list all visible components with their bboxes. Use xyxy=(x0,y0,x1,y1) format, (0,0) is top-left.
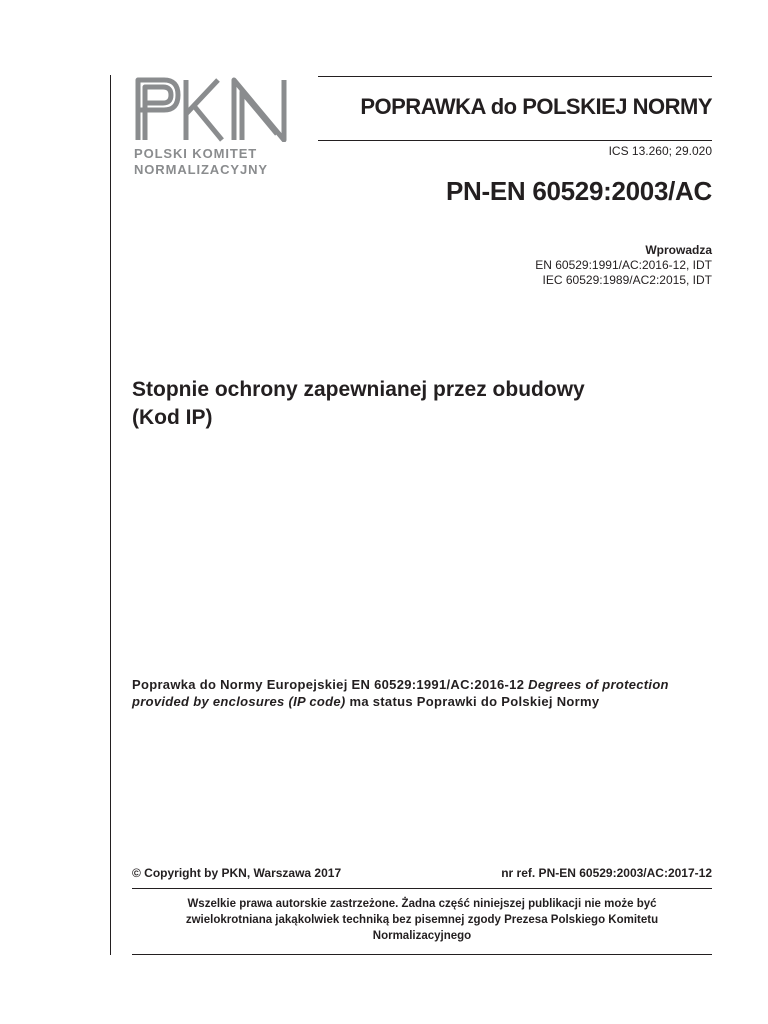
introduces-item: EN 60529:1991/AC:2016-12, IDT xyxy=(535,258,712,272)
logo-text-line2: NORMALIZACYJNY xyxy=(134,162,268,177)
logo-text-line1: POLSKI KOMITET xyxy=(134,146,258,161)
norm-number: PN-EN 60529:2003/AC xyxy=(446,176,712,206)
copyright-notice: © Copyright by PKN, Warszawa 2017 xyxy=(132,866,342,880)
footer-bottom-rule xyxy=(132,954,712,955)
norm-title xyxy=(132,376,722,432)
rights-line1: Wszelkie prawa autorskie zastrzeżone. Żadna część niniejszej publikacji nie może być xyxy=(187,898,657,910)
status-description xyxy=(132,676,672,710)
rights-line3: Normalizacyjnego xyxy=(372,930,472,942)
description-tail: ma status Poprawki do Polskiej Normy xyxy=(345,694,600,709)
rights-line2: zwielokrotniana jakąkolwiek techniką bez pisemnej zgody Prezesa Polskiego Komitetu xyxy=(185,914,659,926)
norm-title-line2: (Kod IP) xyxy=(132,406,213,429)
introduces-block xyxy=(535,243,712,288)
header-top-rule xyxy=(318,76,712,77)
pkn-logo-mark-icon xyxy=(134,76,302,142)
description-english-title: Degrees of protection provided by enclosures (IP code) xyxy=(132,677,669,709)
ics-code: ICS 13.260; 29.020 xyxy=(608,144,712,158)
introduces-item: IEC 60529:1989/AC2:2015, IDT xyxy=(542,273,712,287)
description-lead: Poprawka do Normy Europejskiej EN 60529:1991/AC:2016-12 xyxy=(132,677,529,692)
reference-number: nr ref. PN-EN 60529:2003/AC:2017-12 xyxy=(501,866,712,880)
introduces-label: Wprowadza xyxy=(645,243,712,257)
footer-top-rule xyxy=(132,888,712,889)
norm-title-line1: Stopnie ochrony zapewnianej przez obudowy xyxy=(132,378,585,401)
document-type-title: POPRAWKA do POLSKIEJ NORMY xyxy=(360,94,712,119)
rights-notice xyxy=(132,896,712,944)
header-bottom-rule xyxy=(318,140,712,141)
pkn-logo xyxy=(134,76,302,180)
left-margin-rule xyxy=(110,75,111,955)
